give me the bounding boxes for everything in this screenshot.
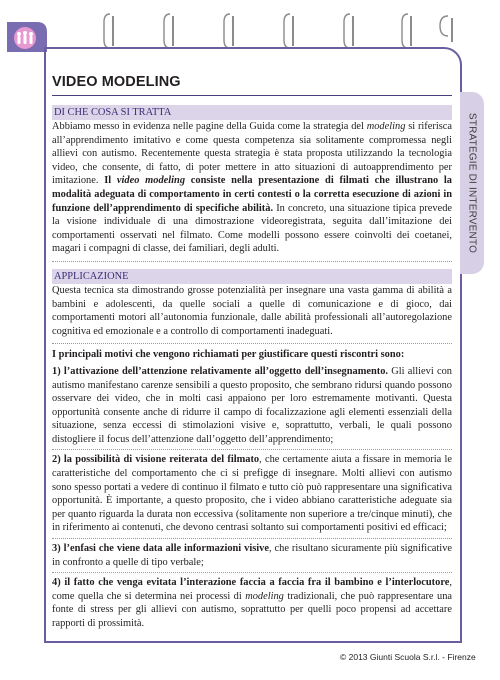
- list-item: 1) l’attivazione dell’attenzione relativamente all’oggetto dell’insegnamento. Gli allievi con autismo manifestano carenze sensibili a questo proposito, che sembrano ridursi quando possono osservare dei video, che in molti casi appaiono per loro estremamente motivanti. Questa opportunità consente anche di ridurre il campo di focalizzazione agli elementi essenziali della situazione, senza eccessi di stimolazioni visive e, soprattutto, verbali, le quali possono distogliere il focus dell’attenzione dall’oggetto dell’apprendimento;: [52, 362, 452, 451]
- section-side-tab: [460, 92, 484, 274]
- paragraph-what: Abbiamo messo in evidenza nelle pagine della Guida come la strategia del modeling si riferisca all’apprendimento imitativo e come questa competenza sia solitamente compromessa negli allievi con autismo. Recentemente questa strategia è stata proposta utilizzando la tecnologia video, che consente, di fatto, di poter mettere in atto situazioni di autoapprendimento per imitazione. Il video modeling consiste nella presentazione di filmati che illustrano la modalità adeguata di comportamento in certi contesti o la corretta esecuzione di azioni in funzione dell’apprendimento di specifiche abilità. In concreto, una situazione tipica prevede la visione individuale di una dimostrazione videoregistrata, seguita dall’imitazione dei comportamenti osservati nel filmato. Come modelli possono essere coinvolti dei coetanei, magari i compagni di classe, dei familiari, degli adulti.: [52, 121, 453, 255]
- list-item: 2) la possibilità di visione reiterata del filmato, che certamente aiuta a fissare in memoria le caratteristiche del comportamento che ci si prefigge di insegnare. Molti allievi con autismo sono spesso portati a vedere di continuo il filmato e tutto ciò può rappresentare una significativa opportunità. È importante, a questo proposito, che i video abbiano caratteristiche adeguate sia per quanto riguarda la durata non eccessiva (solitamente non superiore a tre/cinque minuti), che in riferimento ai contenuti, che devono centrasi soltanto sui comportamenti positivi ed efficaci;: [52, 450, 452, 539]
- copyright-footer: © 2013 Giunti Scuola S.r.l. - Firenze: [340, 652, 476, 662]
- side-tab-label: STRATEGIE DI INTERVENTO: [466, 112, 478, 254]
- paragraph-application: Questa tecnica sta dimostrando grosse potenzialità per insegnare una vasta gamma di abilità a bambini e adolescenti, da quelle sociali a quelle di comunicazione e di gioco, dai comportamenti motori all’autonomia funzionale, dalle abilità professionali all’autoregolazione cognitiva ed emozionale e a controllo di comportamenti inadeguati.: [52, 284, 452, 337]
- list-intro: I principali motivi che vengono richiamati per giustificare questi riscontri sono:: [52, 349, 405, 361]
- section-divider: [52, 261, 452, 262]
- section-heading-what: DI CHE COSA SI TRATTA: [52, 105, 452, 120]
- main-content: [52, 74, 452, 634]
- list-item: 3) l’enfasi che viene data alle informazioni visive, che risultano sicuramente più significative in confronto a quelle di tipo verbale;: [52, 539, 452, 573]
- page-title: VIDEO MODELING: [52, 74, 452, 96]
- section-divider: [52, 343, 452, 344]
- section-heading-application: APPLICAZIONE: [52, 269, 452, 284]
- list-item: 4) il fatto che venga evitata l’interazione faccia a faccia fra il bambino e l’interlocutore, come quella che si determina nei processi di modeling tradizionali, che può rappresentare una fonte di stress per gli allievi con autismo, soprattutto per quelli poco propensi ad accettare rapporti di prossimità.: [52, 577, 452, 629]
- spiral-binding: [0, 10, 500, 50]
